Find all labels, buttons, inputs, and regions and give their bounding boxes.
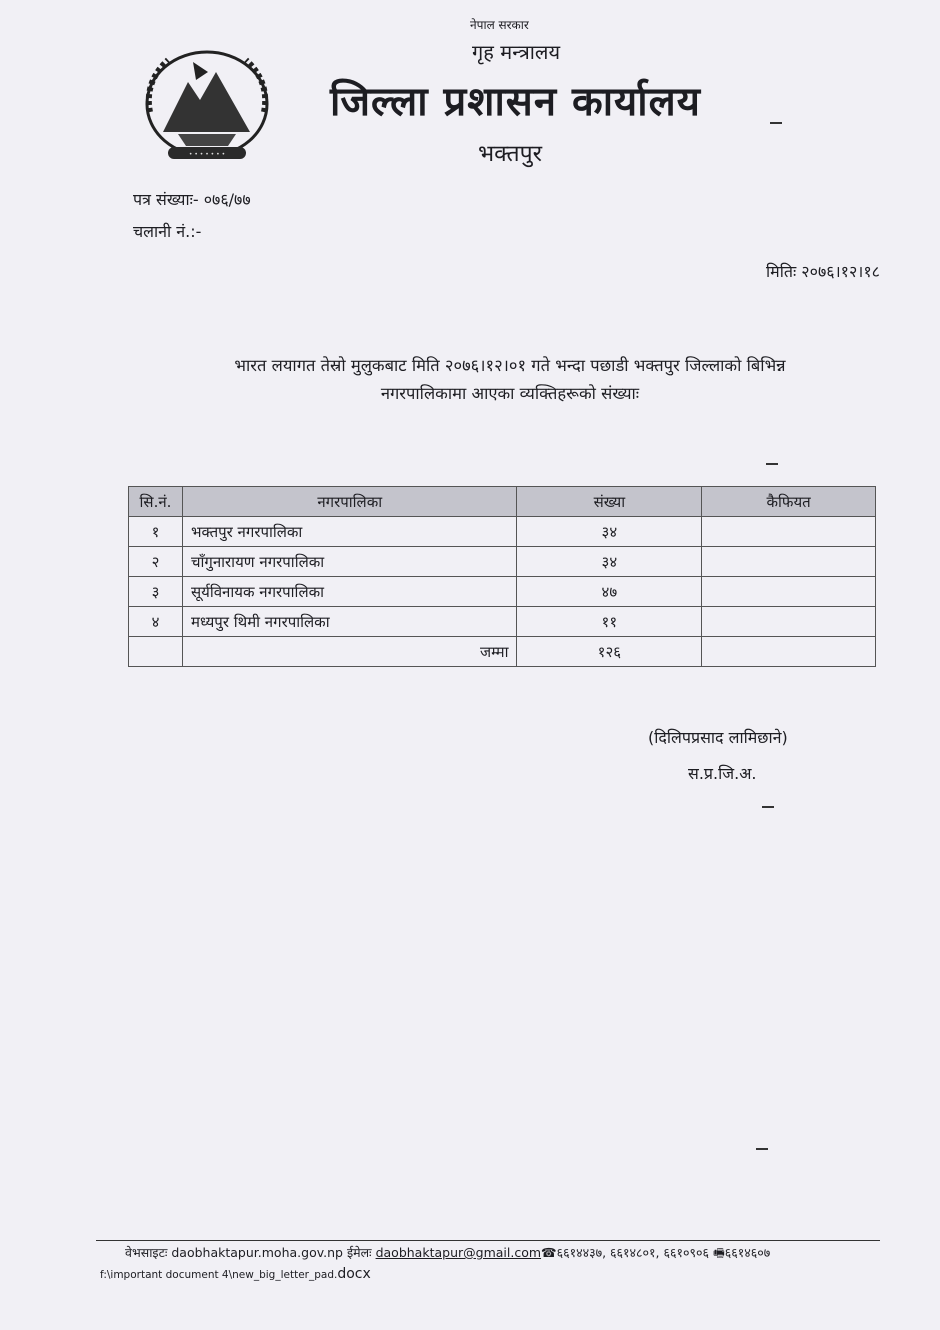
email-link[interactable]: daobhaktapur@gmail.com bbox=[375, 1245, 542, 1260]
municipality-cell: सूर्यविनायक नगरपालिका bbox=[182, 577, 517, 607]
district-label: भक्तपुर bbox=[478, 141, 543, 167]
table-row bbox=[129, 547, 876, 577]
file-path bbox=[100, 1266, 371, 1282]
remarks-cell bbox=[702, 517, 876, 547]
scan-speck bbox=[762, 806, 774, 808]
count-cell: ३४ bbox=[517, 547, 702, 577]
serial-cell: २ bbox=[129, 547, 183, 577]
remarks-cell bbox=[702, 547, 876, 577]
header-serial: सि.नं. bbox=[129, 487, 183, 517]
phone-numbers: ☎६६१४४३७, ६६१४८०१, ६६१०९०६ bbox=[541, 1245, 709, 1260]
scan-speck bbox=[756, 1148, 768, 1150]
remarks-cell bbox=[702, 607, 876, 637]
serial-cell: ४ bbox=[129, 607, 183, 637]
subject-text bbox=[110, 352, 910, 408]
count-cell: ३४ bbox=[517, 517, 702, 547]
email-label: ईमेलः bbox=[346, 1245, 372, 1260]
footer-contact bbox=[125, 1244, 770, 1265]
total-value: १२६ bbox=[517, 637, 702, 667]
table-row bbox=[129, 577, 876, 607]
empty-cell bbox=[129, 637, 183, 667]
table-row bbox=[129, 607, 876, 637]
ministry-label: गृह मन्त्रालय bbox=[472, 40, 561, 64]
letter-number: पत्र संख्याः- ०७६/७७ bbox=[133, 190, 251, 209]
scan-speck bbox=[770, 122, 782, 124]
website-label: वेभसाइटः bbox=[125, 1245, 168, 1260]
government-label: नेपाल सरकार bbox=[470, 18, 529, 32]
dispatch-number: चलानी नं.:- bbox=[133, 222, 202, 241]
municipality-table bbox=[128, 486, 876, 667]
letter-date: मितिः २०७६।१२।१८ bbox=[766, 262, 880, 281]
count-cell: ११ bbox=[517, 607, 702, 637]
municipality-cell: मध्यपुर थिमी नगरपालिका bbox=[182, 607, 517, 637]
table-row bbox=[129, 517, 876, 547]
header-count: संख्या bbox=[517, 487, 702, 517]
file-path-text: f:\important document 4\new_big_letter_pad. bbox=[100, 1269, 338, 1281]
fax-number: 🖷६६१४६०७ bbox=[712, 1245, 771, 1260]
remarks-cell bbox=[702, 577, 876, 607]
municipality-cell: भक्तपुर नगरपालिका bbox=[182, 517, 517, 547]
count-cell: ४७ bbox=[517, 577, 702, 607]
subject-line-2: नगरपालिकामा आएका व्यक्तिहरूको संख्याः bbox=[380, 384, 640, 403]
serial-cell: ३ bbox=[129, 577, 183, 607]
serial-cell: १ bbox=[129, 517, 183, 547]
table-total-row bbox=[129, 637, 876, 667]
empty-cell bbox=[702, 637, 876, 667]
subject-line-1: भारत लयागत तेस्रो मुलुकबाट मिति २०७६।१२।०१ गते भन्दा पछाडी भक्तपुर जिल्लाको बिभिन्न bbox=[234, 356, 786, 375]
nepal-coat-of-arms-icon bbox=[138, 42, 276, 170]
header-remarks: कैफियत bbox=[702, 487, 876, 517]
svg-text:• • • • • • •: • • • • • • • bbox=[188, 151, 226, 158]
website-link[interactable]: daobhaktapur.moha.gov.np bbox=[171, 1245, 343, 1260]
file-extension: docx bbox=[337, 1266, 371, 1282]
signatory-name: (दिलिपप्रसाद लामिछाने) bbox=[648, 728, 788, 747]
footer-divider bbox=[96, 1240, 880, 1241]
header-municipality: नगरपालिका bbox=[182, 487, 517, 517]
total-label: जम्मा bbox=[182, 637, 517, 667]
table-header-row bbox=[129, 487, 876, 517]
municipality-cell: चाँगुनारायण नगरपालिका bbox=[182, 547, 517, 577]
scan-speck bbox=[766, 463, 778, 465]
signatory-title: स.प्र.जि.अ. bbox=[688, 764, 757, 783]
office-title: जिल्ला प्रशासन कार्यालय bbox=[330, 79, 701, 125]
